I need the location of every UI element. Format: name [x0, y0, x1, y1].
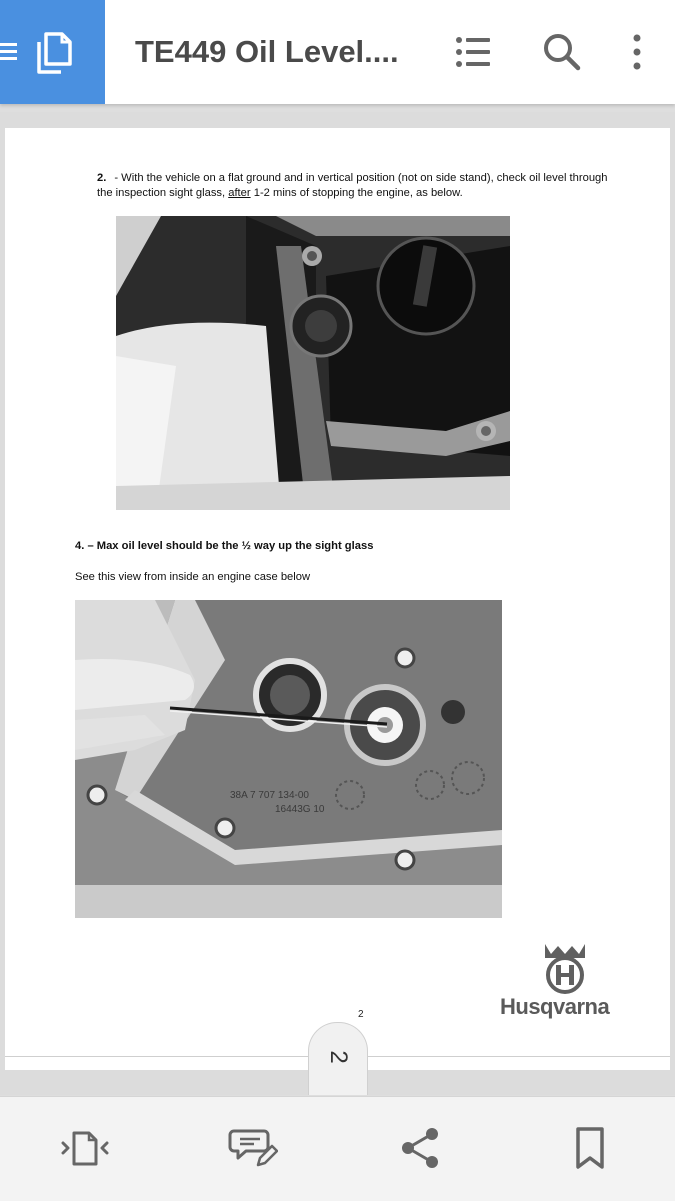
document-viewer[interactable] — [0, 112, 675, 1095]
comment-edit-icon[interactable] — [228, 1123, 278, 1173]
step-2-underlined-word: after — [228, 187, 251, 199]
page-indicator-tab[interactable] — [308, 1022, 368, 1095]
engine-sight-glass-photo — [116, 216, 510, 510]
more-vertical-icon[interactable] — [615, 30, 659, 74]
documents-icon — [32, 30, 74, 76]
step-2-text-a: - With the vehicle on a flat ground and in vertical position (not on side stand), check oil level through the inspection sight glass, — [97, 172, 608, 199]
top-app-bar — [0, 0, 675, 104]
brand-wordmark: Husqvarna — [500, 994, 610, 1019]
documents-button[interactable] — [0, 0, 105, 104]
step-2-text-b: 1-2 mins of stopping the engine, as below. — [250, 187, 463, 199]
document-title: TE449 Oil Level.... — [135, 34, 399, 69]
bookmark-icon[interactable] — [565, 1123, 615, 1173]
share-icon[interactable] — [396, 1123, 446, 1173]
see-view-caption: See this view from inside an engine case below — [75, 571, 311, 583]
bottom-action-bar — [0, 1096, 675, 1201]
step-2-number: 2. — [97, 172, 107, 184]
page-indicator-label: 2 — [325, 1050, 352, 1064]
document-page — [5, 128, 670, 1070]
search-icon[interactable] — [540, 30, 584, 74]
casting-stamp-line-2: 16443G 10 — [275, 804, 325, 815]
menu-icon[interactable] — [0, 40, 18, 64]
step-2-paragraph — [97, 171, 617, 201]
list-icon[interactable] — [451, 30, 495, 74]
page-number: 2 — [358, 1009, 364, 1020]
engine-case-interior-photo — [75, 600, 502, 918]
casting-stamp-line-1: 38A 7 707 134-00 — [230, 790, 309, 801]
step-4-heading: 4. – Max oil level should be the ½ way up the sight glass — [75, 540, 374, 552]
husqvarna-logo — [500, 938, 630, 1028]
crown-h-logo-icon — [537, 938, 593, 994]
page-code-icon[interactable] — [60, 1123, 110, 1173]
